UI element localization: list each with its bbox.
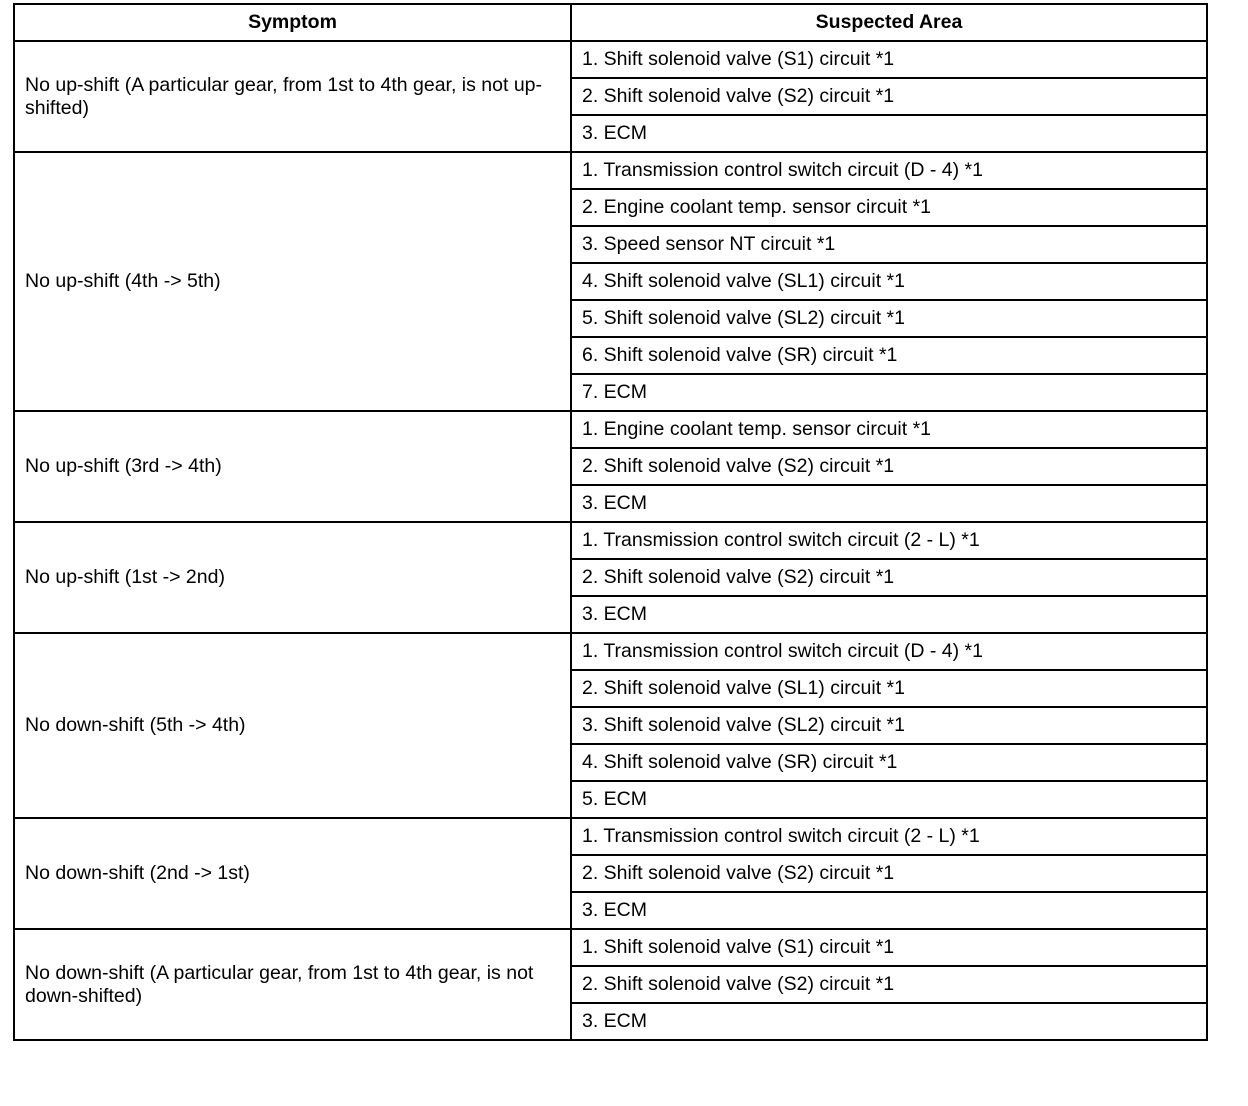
suspected-area-cell: 6. Shift solenoid valve (SR) circuit *1: [571, 337, 1207, 374]
suspected-area-cell: 5. Shift solenoid valve (SL2) circuit *1: [571, 300, 1207, 337]
symptom-cell: No up-shift (1st -> 2nd): [14, 522, 571, 633]
table-row: [14, 522, 1207, 559]
suspected-area-cell: 7. ECM: [571, 374, 1207, 411]
table-body: [14, 41, 1207, 1040]
table-row: [14, 41, 1207, 78]
suspected-area-cell: 2. Shift solenoid valve (S2) circuit *1: [571, 448, 1207, 485]
suspected-area-cell: 2. Shift solenoid valve (S2) circuit *1: [571, 78, 1207, 115]
suspected-area-cell: 2. Shift solenoid valve (SL1) circuit *1: [571, 670, 1207, 707]
symptom-cell: No up-shift (3rd -> 4th): [14, 411, 571, 522]
suspected-area-cell: 3. ECM: [571, 892, 1207, 929]
suspected-area-cell: 4. Shift solenoid valve (SL1) circuit *1: [571, 263, 1207, 300]
suspected-area-cell: 5. ECM: [571, 781, 1207, 818]
symptom-table: [13, 3, 1208, 1041]
suspected-area-header: Suspected Area: [571, 4, 1207, 41]
suspected-area-cell: 1. Transmission control switch circuit (D - 4) *1: [571, 633, 1207, 670]
suspected-area-cell: 2. Shift solenoid valve (S2) circuit *1: [571, 559, 1207, 596]
suspected-area-cell: 2. Shift solenoid valve (S2) circuit *1: [571, 855, 1207, 892]
suspected-area-cell: 1. Transmission control switch circuit (2 - L) *1: [571, 522, 1207, 559]
table-row: [14, 633, 1207, 670]
suspected-area-cell: 3. Speed sensor NT circuit *1: [571, 226, 1207, 263]
suspected-area-cell: 3. ECM: [571, 1003, 1207, 1040]
suspected-area-cell: 1. Transmission control switch circuit (2 - L) *1: [571, 818, 1207, 855]
suspected-area-cell: 3. ECM: [571, 485, 1207, 522]
suspected-area-cell: 3. ECM: [571, 115, 1207, 152]
table-row: [14, 152, 1207, 189]
suspected-area-cell: 1. Shift solenoid valve (S1) circuit *1: [571, 41, 1207, 78]
symptom-header: Symptom: [14, 4, 571, 41]
symptom-cell: No down-shift (5th -> 4th): [14, 633, 571, 818]
symptom-cell: No up-shift (4th -> 5th): [14, 152, 571, 411]
suspected-area-cell: 3. ECM: [571, 596, 1207, 633]
symptom-cell: No down-shift (2nd -> 1st): [14, 818, 571, 929]
suspected-area-cell: 1. Engine coolant temp. sensor circuit *1: [571, 411, 1207, 448]
symptom-cell: No down-shift (A particular gear, from 1st to 4th gear, is not down-shifted): [14, 929, 571, 1040]
suspected-area-cell: 1. Transmission control switch circuit (D - 4) *1: [571, 152, 1207, 189]
header-row: [14, 4, 1207, 41]
suspected-area-cell: 4. Shift solenoid valve (SR) circuit *1: [571, 744, 1207, 781]
suspected-area-cell: 1. Shift solenoid valve (S1) circuit *1: [571, 929, 1207, 966]
table-row: [14, 411, 1207, 448]
suspected-area-cell: 2. Engine coolant temp. sensor circuit *1: [571, 189, 1207, 226]
table-row: [14, 818, 1207, 855]
symptom-cell: No up-shift (A particular gear, from 1st to 4th gear, is not up-shifted): [14, 41, 571, 152]
table-row: [14, 929, 1207, 966]
suspected-area-cell: 2. Shift solenoid valve (S2) circuit *1: [571, 966, 1207, 1003]
suspected-area-cell: 3. Shift solenoid valve (SL2) circuit *1: [571, 707, 1207, 744]
